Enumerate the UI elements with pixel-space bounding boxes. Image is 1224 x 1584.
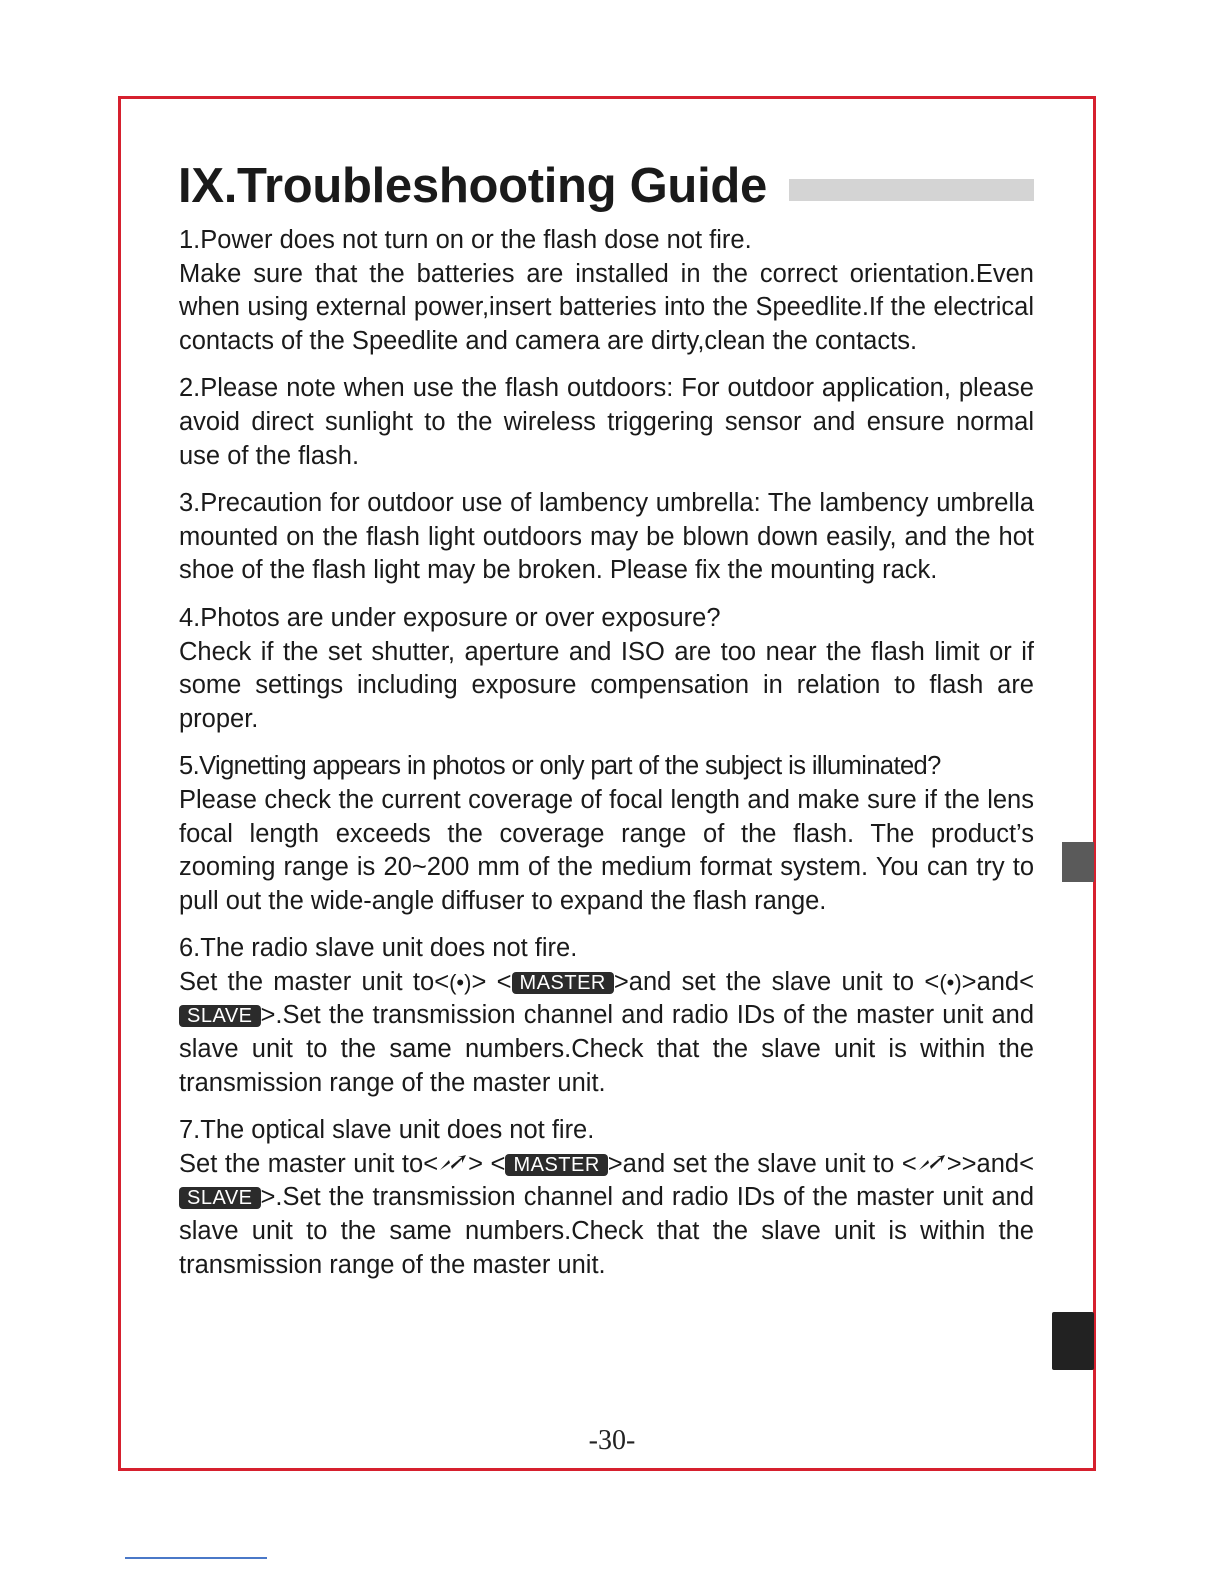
item-6 xyxy=(179,932,1034,1100)
item-3-text: 3.Precaution for outdoor use of lambency umbrella: The lambency umbrella mounted on the flash light outdoors may be blown down easily, and the hot shoe of the flash light may be broken. Please fix the mounting rack. xyxy=(179,489,1034,585)
item-2 xyxy=(179,372,1034,473)
footer-line xyxy=(125,1557,267,1559)
master-chip: MASTER xyxy=(505,1154,607,1176)
title-decor-bar xyxy=(789,179,1034,201)
page-title: IX.Troubleshooting Guide xyxy=(178,159,767,213)
item-7-text-a: Set the master unit to xyxy=(179,1149,424,1178)
item-1-heading: 1.Power does not turn on or the flash dose not fire. xyxy=(179,226,752,254)
slave-chip: SLAVE xyxy=(179,1005,261,1027)
item-5-heading: 5.Vignetting appears in photos or only part of the subject is illuminated? xyxy=(179,752,941,781)
page-number: -30- xyxy=(588,1425,636,1456)
item-4-body: Check if the set shutter, aperture and ISO are too near the flash limit or if some settings including exposure compensation in relation to flash are proper. xyxy=(179,637,1034,733)
radio-wave-icon: (•) xyxy=(449,969,472,995)
troubleshooting-list xyxy=(179,224,1034,1296)
item-1-body: Make sure that the batteries are installed in the correct orientation.Even when using external power,insert batteries into the Speedlite.If the electrical contacts of the Speedlite and camera are dirty,clean the contacts. xyxy=(179,259,1034,355)
item-5 xyxy=(179,750,1034,918)
item-1 xyxy=(179,224,1034,358)
item-7-text-c: >and xyxy=(961,1149,1020,1178)
item-4 xyxy=(179,602,1034,736)
radio-wave-icon: (•) xyxy=(939,969,962,995)
slave-chip: SLAVE xyxy=(179,1187,261,1209)
title-row xyxy=(178,158,1034,218)
optical-flash-icon xyxy=(917,1152,947,1177)
item-5-body: Please check the current coverage of focal length and make sure if the lens focal length exceeds the coverage range of the flash. The product’s zooming range is 20~200 mm of the medium format system. You can try to pull out the wide-angle diffuser to expand the flash range. xyxy=(179,785,1034,915)
item-6-text-b: >and set the slave unit to xyxy=(613,967,915,996)
item-3 xyxy=(179,487,1034,588)
item-7-body: Set the master unit to< > < MASTER >and set the slave unit to < >>and<SLAVE >.Set the transmission channel and radio IDs of the master unit and slave unit to the same numbers.Check that the slave unit is within the transmission range of the master unit. xyxy=(179,1149,1034,1279)
item-6-text-a: Set the master unit to xyxy=(179,967,435,996)
item-7-heading: 7.The optical slave unit does not fire. xyxy=(179,1116,595,1145)
master-chip: MASTER xyxy=(512,972,614,994)
item-4-heading: 4.Photos are under exposure or over exposure? xyxy=(179,603,721,632)
item-7 xyxy=(179,1114,1034,1282)
side-tab-current xyxy=(1052,1312,1094,1370)
item-7-text-b: >and set the slave unit to xyxy=(607,1149,895,1178)
item-7-text-d: >.Set the transmission channel and radio IDs of the master unit and slave unit to the same numbers.Check that the slave unit is within the transmission range of the master unit. xyxy=(179,1183,1034,1279)
side-tab-marker xyxy=(1062,842,1094,882)
item-2-text: 2.Please note when use the flash outdoors: For outdoor application, please avoid direct sunlight to the wireless triggering sensor and ensure normal use of the flash. xyxy=(179,374,1034,470)
item-6-text-d: >.Set the transmission channel and radio IDs of the master unit and slave unit to the same numbers.Check that the slave unit is within the transmission range of the master unit. xyxy=(179,1001,1034,1097)
item-6-heading: 6.The radio slave unit does not fire. xyxy=(179,934,578,963)
item-6-body: Set the master unit to<(•)> < MASTER >and set the slave unit to <(•)>and<SLAVE >.Set the transmission channel and radio IDs of the master unit and slave unit to the same numbers.Check that the slave unit is within the transmission range of the master unit. xyxy=(179,967,1035,1097)
optical-flash-icon xyxy=(438,1152,468,1177)
item-6-text-c: >and xyxy=(961,967,1020,996)
